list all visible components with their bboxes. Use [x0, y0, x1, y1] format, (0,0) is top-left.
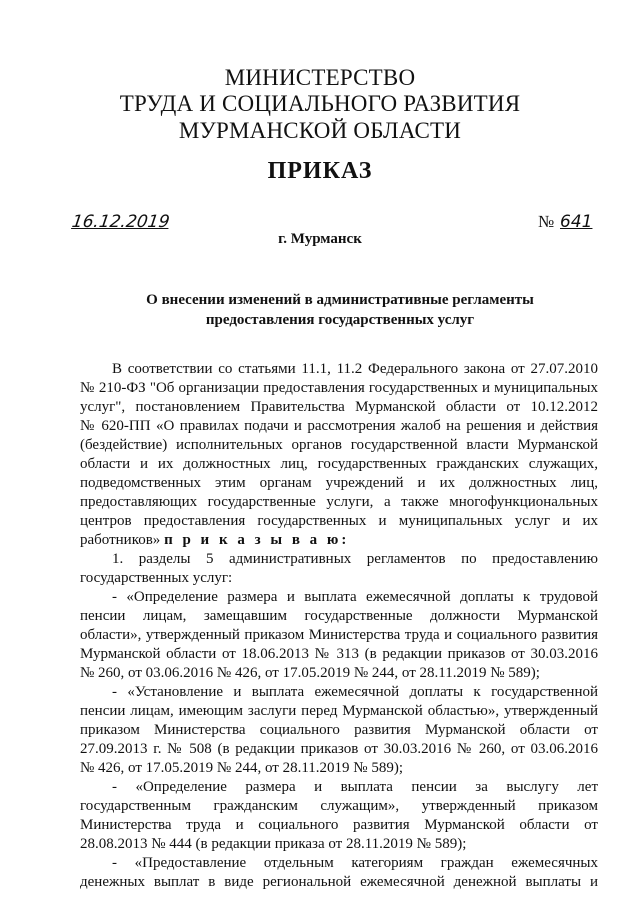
order-subject [80, 290, 600, 330]
ministry-title-line1: МИНИСТЕРСТВО [224, 65, 416, 90]
body-line: - «Определение размера и выплата ежемесячной доплаты к трудовой [112, 589, 598, 605]
order-number-label: № [538, 212, 555, 231]
order-number: 641 [560, 212, 593, 232]
body-line: подведомственных этим органам учреждений и их должностных лиц, [80, 475, 598, 491]
body-line: услуг", постановлением Правительства Мурманской области от 10.12.2012 [80, 399, 598, 415]
subject-line2: предоставления государственных услуг [205, 312, 475, 328]
body-line: № 620-ПП «О правилах подачи и рассмотрения жалоб на решения и действия [80, 418, 598, 434]
body-line: 28.08.2013 № 444 (в редакции приказа от 28.11.2019 № 589); [80, 836, 467, 852]
body-line: № 210-ФЗ "Об организации предоставления государственных и муниципальных [80, 380, 598, 396]
body-line: Министерства труда и социального развития Мурманской области от [80, 817, 598, 833]
body-line: № 260, от 03.06.2016 № 426, от 17.05.2019 № 244, от 28.11.2019 № 589); [80, 665, 540, 681]
workers-text: работников» [80, 532, 161, 548]
body-line: денежных выплат в виде региональной ежемесячной денежной выплаты и [80, 874, 598, 890]
body-line: 1. разделы 5 административных регламентов по предоставлению [112, 551, 598, 567]
body-line: № 426, от 17.05.2019 № 244, от 28.11.2019 № 589); [80, 760, 404, 776]
body-line: (бездействие) исполнительных органов государственной власти Мурманской [80, 437, 598, 453]
body-line: пенсии лицам, замещавшим государственные должности Мурманской [80, 608, 598, 624]
body-line: приказом Министерства социального развития Мурманской области от [80, 722, 598, 738]
body-line: 27.09.2013 г. № 508 (в редакции приказов от 30.03.2016 № 260, от 03.06.2016 [80, 741, 598, 757]
body-line: В соответствии со статьями 11.1, 11.2 Федерального закона от 27.07.2010 [112, 361, 598, 377]
body-line: области», утвержденный приказом Министерства труда и социального развития [80, 627, 598, 643]
body-line: государственных услуг: [80, 570, 233, 586]
body-line-command [80, 531, 598, 550]
body-line: центров предоставления государственных и муниципальных услуг и их [80, 513, 598, 529]
body-line: - «Установление и выплата ежемесячной доплаты к государственной [112, 684, 598, 700]
command-word: п р и к а з ы в а ю: [164, 532, 350, 548]
body-line: предоставляющих государственные услуги, а также многофункциональных [80, 494, 598, 510]
body-line: пенсии лицам, имеющим заслуги перед Мурманской областью», утвержденный [80, 703, 598, 719]
ministry-title-line2: ТРУДА И СОЦИАЛЬНОГО РАЗВИТИЯ [119, 91, 521, 116]
city: г. Мурманск [278, 231, 362, 247]
body-line: - «Предоставление отдельным категориям граждан ежемесячных [112, 855, 598, 871]
body-line: государственным гражданским служащим», утвержденный приказом [80, 798, 598, 814]
body-line: области и их должностных лиц, государственных гражданских служащих, [80, 456, 598, 472]
body-line: Мурманской области от 18.06.2013 № 313 (в редакции приказов от 30.03.2016 [80, 646, 598, 662]
ministry-title-line3: МУРМАНСКОЙ ОБЛАСТИ [178, 118, 462, 143]
document-type: ПРИКАЗ [267, 158, 373, 184]
order-date: 16.12.2019 [70, 212, 171, 232]
subject-line1: О внесении изменений в административные регламенты [146, 292, 534, 308]
body-line: - «Определение размера и выплата пенсии за выслугу лет [112, 779, 598, 795]
